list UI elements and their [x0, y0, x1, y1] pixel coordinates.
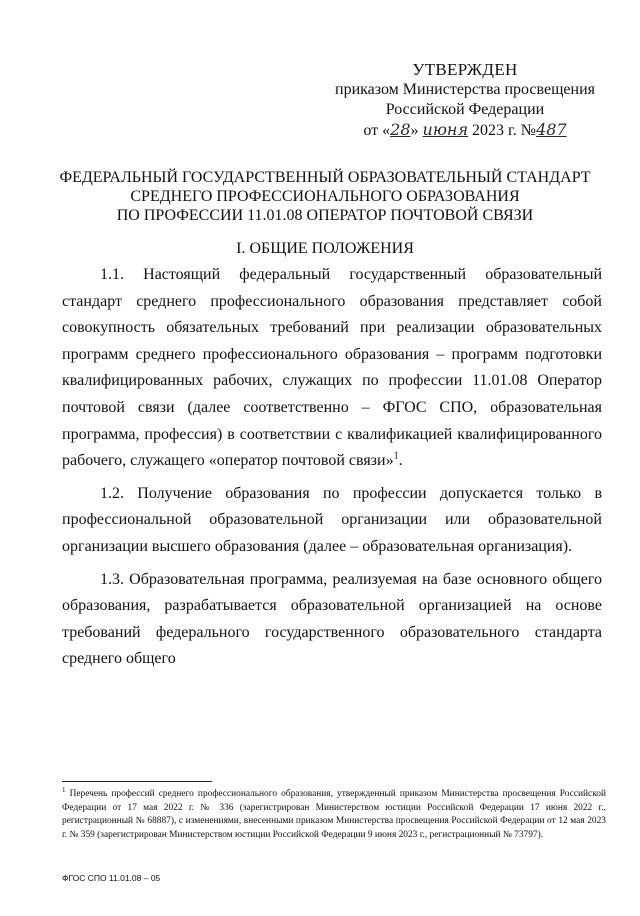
approval-date-line — [330, 120, 600, 141]
footnote-divider — [62, 781, 212, 782]
document-body — [62, 262, 602, 679]
document-title — [40, 168, 610, 225]
paragraph-1-3: 1.3. Образовательная программа, реализуемая на базе основного общего образования, разрабатывается образовательной организацией на основе требований федерального государственного образовательного стандарта среднего общего — [62, 570, 602, 668]
footnote-mark: 1 — [62, 785, 66, 794]
date-prefix: от « — [363, 122, 391, 139]
document-code: ФГОС СПО 11.01.08 – 05 — [62, 873, 161, 883]
title-line-1: ФЕДЕРАЛЬНЫЙ ГОСУДАРСТВЕННЫЙ ОБРАЗОВАТЕЛЬНЫЙ СТАНДАРТ — [59, 169, 591, 186]
handwritten-order-number: 487 — [536, 120, 567, 139]
approval-block — [330, 60, 600, 141]
date-year: 2023 г. № — [472, 122, 537, 139]
title-line-2: СРЕДНЕГО ПРОФЕССИОНАЛЬНОГО ОБРАЗОВАНИЯ — [130, 188, 520, 205]
footnote — [62, 785, 606, 842]
paragraph-1-1-text: 1.1. Настоящий федеральный государственный образовательный стандарт среднего профессионального образования представляет собой совокупность обязательных требований при реализации образовательных программ среднего профессионального образования – программ подготовки квалифицированных рабочих, служащих по профессии 11.01.08 Оператор почтовой связи (далее соответственно – ФГОС СПО, образовательная программа, профессия) в соответствии с квалификацией квалифицированного рабочего, служащего «оператор почтовой связи» — [62, 266, 602, 470]
section-heading: I. ОБЩИЕ ПОЛОЖЕНИЯ — [236, 240, 414, 257]
footnote-text: Перечень профессий среднего профессионального образования, утвержденный приказом Министерства просвещения Российской Федерации от 17 мая 2022 г. № 336 (зарегистрирован Министерством юстиции Российской Федерации 17 июня 2022 г., регистрационный № 68887), с изменениями, внесенными приказом Министерства просвещения Российской Федерации от 12 мая 2023 г. № 359 (зарегистрирован Министерством юстиции Российской Федерации 9 июня 2023 г., регистрационный № 73797). — [62, 789, 606, 840]
handwritten-month: июня — [422, 120, 469, 139]
date-mid: » — [410, 122, 419, 139]
approval-heading: УТВЕРЖДЕН — [412, 60, 518, 79]
paragraph-1-1-end: . — [398, 452, 403, 470]
approval-line-1: приказом Министерства просвещения — [335, 81, 595, 98]
paragraph-1-1 — [62, 262, 602, 475]
footnote-reference[interactable]: 1 — [393, 450, 399, 462]
title-line-3: ПО ПРОФЕССИИ 11.01.08 ОПЕРАТОР ПОЧТОВОЙ СВЯЗИ — [116, 207, 534, 224]
paragraph-1-2: 1.2. Получение образования по профессии допускается только в профессиональной образовательной организации или образовательной организации высшего образования (далее – образовательная организация). — [62, 484, 602, 555]
approval-line-2: Российской Федерации — [385, 101, 545, 118]
handwritten-day: 28 — [390, 120, 411, 139]
